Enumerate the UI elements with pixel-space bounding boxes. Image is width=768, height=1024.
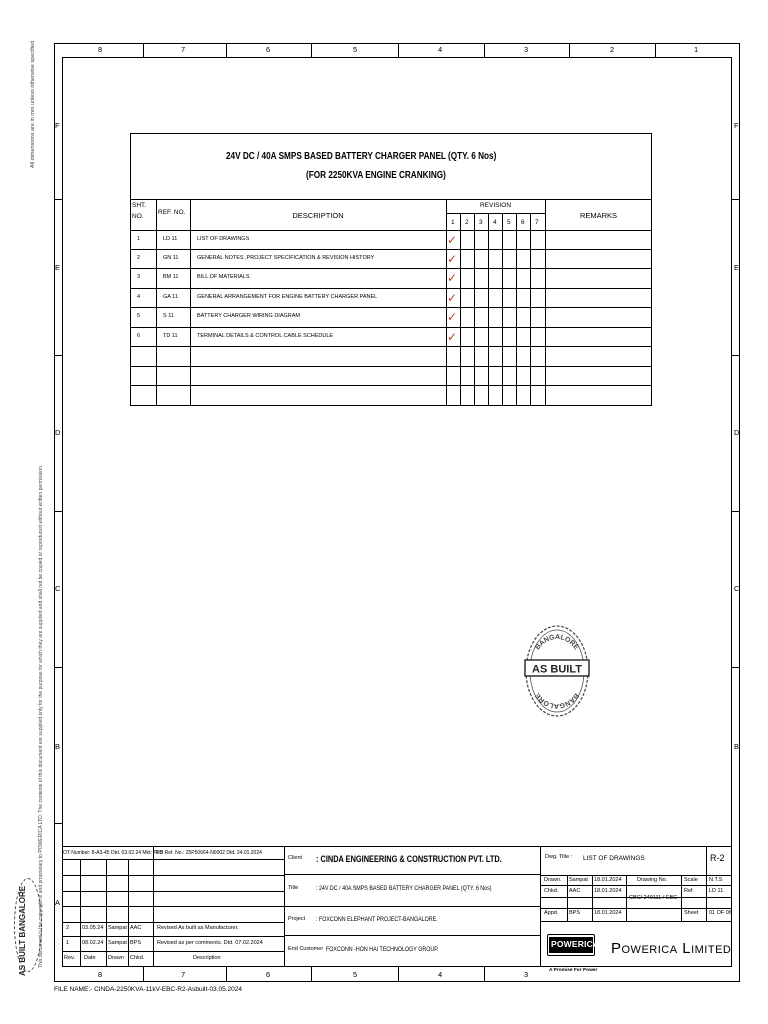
side-note-dimensions: All dimensions are in mm unless otherwise specified: [30, 40, 36, 168]
revision-tick-icon: ✓: [447, 310, 458, 324]
row-label: D: [734, 428, 740, 437]
table-rule: [130, 230, 652, 231]
revision-number: 4: [493, 219, 497, 226]
po-reference: PO Ref. No.: 25P50664-N0002 Dtd. 24.01.2024: [156, 850, 262, 856]
side-stamp: AS BUILT BANGALORE: [18, 885, 27, 976]
row-ref-no: BM 11: [163, 274, 179, 280]
zone-divider: [732, 199, 740, 200]
table-rule: [516, 213, 517, 406]
column-label: 8: [98, 45, 103, 54]
table-rule: [156, 199, 157, 406]
row-label: C: [55, 584, 61, 593]
row-sht-no: 2: [137, 255, 141, 261]
sheet-value: 01 OF 06: [709, 910, 732, 916]
sheet-label: Sheet: [684, 910, 699, 916]
row-label: B: [55, 742, 61, 751]
title-block-rule: [540, 885, 732, 886]
svg-text:BANGALORE: [534, 634, 580, 652]
title-block-rule: [540, 908, 732, 909]
table-rule: [130, 385, 652, 386]
header-sht: SHT.: [132, 202, 147, 209]
table-rule: [130, 249, 652, 250]
revision-number: 6: [521, 219, 525, 226]
table-rule: [130, 199, 652, 200]
title-block-rule: [626, 875, 627, 921]
revision-tick-icon: ✓: [447, 252, 458, 266]
side-note-copyright: This document is the copyright of and proprietary to POWERICA LTD. The contents of this document are supplied only for the purpose for which they are supplied and shall not be copied or reproduced without written permission.: [38, 464, 44, 968]
rev-description: Revised as per comments. Dtd. 07.02.2024: [157, 940, 263, 946]
chkd-by: AAC: [569, 888, 581, 894]
title-block-rule: [62, 922, 284, 923]
row-sht-no: 6: [137, 333, 141, 339]
rev-header-rev: Rev.: [64, 955, 75, 961]
zone-divider: [655, 43, 656, 57]
tagline: A Promise For Power: [549, 968, 598, 973]
table-rule: [530, 213, 531, 406]
svg-text:BANGALORE: [534, 691, 580, 709]
scale-label: Scale: [684, 877, 698, 883]
rev-chkd: AAC: [130, 925, 142, 931]
row-label: E: [55, 263, 61, 272]
table-rule: [130, 307, 652, 308]
row-description: LIST OF DRAWINGS: [197, 236, 250, 242]
row-ref-no: S 11: [163, 313, 174, 319]
row-description: BILL OF MATERIALS: [197, 274, 250, 280]
title-block-rule: [592, 875, 593, 921]
rev-number: 1: [66, 940, 70, 946]
header-remarks: REMARKS: [579, 211, 618, 220]
revision-number: 2: [465, 219, 469, 226]
zone-divider: [54, 823, 62, 824]
zone-divider: [569, 43, 570, 57]
end-customer-name: FOXCONN -HON HAI TECHNOLOGY GROUP.: [326, 946, 439, 953]
table-rule: [545, 199, 546, 406]
stamp-ring-bottom: BANGALORE: [534, 691, 580, 710]
row-ref-no: LD 11: [163, 236, 178, 242]
revision-tick-icon: ✓: [447, 233, 458, 247]
zone-divider: [311, 43, 312, 57]
row-description: TERMINAL DETAILS & CONTROL CABLE SCHEDULE: [197, 333, 334, 339]
client-label: Client: [288, 855, 303, 861]
row-label: E: [734, 263, 740, 272]
zone-divider: [311, 967, 312, 982]
row-sht-no: 3: [137, 274, 141, 280]
rev-header-date: Date: [84, 955, 96, 961]
revision-tick-icon: ✓: [447, 291, 458, 305]
zone-divider: [54, 667, 62, 668]
column-label: 4: [438, 970, 443, 979]
dwg-title-label: Dwg. Title :: [545, 854, 573, 860]
rev-drawn: Sampat: [108, 940, 127, 946]
row-sht-no: 4: [137, 294, 141, 300]
row-description: GENERAL ARRANGEMENT FOR ENGINE BATTERY CHARGER PANEL: [197, 294, 378, 300]
row-sht-no: 1: [137, 236, 141, 242]
title-block-rule: [284, 874, 540, 875]
column-label: 7: [181, 45, 186, 54]
title-block-rule: [62, 859, 284, 860]
zone-divider: [398, 43, 399, 57]
table-rule: [130, 268, 652, 269]
column-label: 1: [694, 45, 699, 54]
rev-chkd: BPS: [130, 940, 142, 946]
table-rule: [502, 213, 503, 406]
row-label: D: [55, 428, 61, 437]
rev-header-drawn: Drawn: [108, 955, 124, 961]
revision-tick-icon: ✓: [447, 330, 458, 344]
column-label: 7: [181, 970, 186, 979]
revision-number: 7: [535, 219, 539, 226]
side-stamp-ring: [14, 878, 42, 972]
header-description: DESCRIPTION: [292, 211, 344, 220]
rev-date: 03.05.24: [82, 925, 104, 931]
title-block-rule: [62, 875, 284, 876]
table-rule: [130, 327, 652, 328]
title-block-rule: [540, 846, 541, 967]
dwg-title: LIST OF DRAWINGS: [583, 855, 645, 862]
as-built-stamp: [524, 614, 590, 724]
stamp-text: AS BUILT: [532, 663, 582, 676]
column-label: 5: [353, 970, 358, 979]
rev-date: 08.02.24: [82, 940, 104, 946]
header-sht-no: NO.: [132, 213, 144, 220]
title-block-rule: [62, 906, 284, 907]
drawn-label: Drawn.: [544, 877, 562, 883]
zone-divider: [143, 967, 144, 982]
table-rule: [130, 288, 652, 289]
client-name: : CINDA ENGINEERING & CONSTRUCTION PVT. LTD.: [316, 854, 502, 864]
table-rule: [488, 213, 489, 406]
appd-label: Appd.: [544, 910, 559, 916]
zone-divider: [732, 355, 740, 356]
row-description: BATTERY CHARGER WIRING DIAGRAM: [197, 313, 300, 319]
zone-divider: [398, 967, 399, 982]
row-sht-no: 5: [137, 313, 141, 319]
rev-description: Revised As built as Manufacturer.: [157, 925, 239, 931]
revision-number: 1: [451, 219, 455, 226]
rev-number: 2: [66, 925, 70, 931]
row-ref-no: GA 11: [163, 294, 178, 300]
header-ref-no: REF. NO.: [158, 209, 186, 216]
column-label: 5: [353, 45, 358, 54]
title-block-rule: [106, 859, 107, 967]
title-block-rule: [284, 935, 540, 936]
end-customer-label: End Customer: [288, 946, 324, 952]
zone-divider: [143, 43, 144, 57]
column-label: 6: [266, 970, 271, 979]
zone-divider: [54, 199, 62, 200]
drawing-number: CBC/ 240111 / EBC: [629, 895, 678, 901]
drawing-title: : 24V DC / 40A SMPS BASED BATTERY CHARGER PANEL (QTY. 6 Nos): [316, 885, 492, 892]
project-name: : FOXCONN ELEPHANT PROJECT-BANGALORE.: [316, 916, 438, 923]
title-block-rule: [62, 936, 284, 937]
powerica-logo: [547, 934, 600, 962]
row-description: GENERAL NOTES ,PROJECT SPECIFICATION & REVISION HISTORY: [197, 255, 375, 261]
revision-number: 5: [507, 219, 511, 226]
title-block-rule: [62, 951, 284, 952]
title-label: Title: [288, 885, 299, 891]
title-block-rule: [540, 921, 732, 922]
zone-divider: [732, 511, 740, 512]
rev-drawn: Sampat: [108, 925, 127, 931]
title-block-rule: [62, 891, 284, 892]
chkd-date: 18.01.2024: [594, 888, 622, 894]
column-label: 3: [524, 45, 529, 54]
scale-value: N.T.S: [709, 877, 723, 883]
zone-divider: [226, 967, 227, 982]
title-block-rule: [540, 875, 732, 876]
title-block-rule: [128, 859, 129, 967]
zone-divider: [484, 43, 485, 57]
column-label: 2: [610, 45, 615, 54]
table-rule: [474, 213, 475, 406]
zone-divider: [732, 667, 740, 668]
row-label: B: [734, 742, 740, 751]
column-label: 8: [98, 970, 103, 979]
index-title-line2: (FOR 2250KVA ENGINE CRANKING): [305, 170, 446, 181]
zone-divider: [484, 967, 485, 982]
appd-date: 18.01.2024: [594, 910, 622, 916]
column-label: 4: [438, 45, 443, 54]
zone-divider: [54, 355, 62, 356]
chkd-label: Chkd.: [544, 888, 559, 894]
rev-header-chkd: Chkd.: [130, 955, 145, 961]
table-rule: [460, 213, 461, 406]
row-label: A: [55, 898, 61, 907]
company-name: Powerica Limited: [611, 940, 732, 957]
logo-text: POWERICA: [551, 938, 600, 949]
title-block-rule: [284, 906, 540, 907]
drawn-date: 18.01.2024: [594, 877, 622, 883]
title-block-rule: [681, 875, 682, 921]
table-rule: [130, 366, 652, 367]
rev-header-description: Description: [193, 955, 221, 961]
row-label: F: [55, 121, 60, 130]
title-block-rule: [567, 875, 568, 921]
row-label: F: [734, 121, 739, 130]
row-ref-no: TD 11: [163, 333, 178, 339]
file-name: FILE NAME:- CINDA-2250KVA-11kV-EBC-R2-Asbuilt-03.05.2024: [54, 986, 242, 993]
table-rule: [190, 199, 191, 406]
appd-by: BPS: [569, 910, 581, 916]
row-ref-no: GN 11: [163, 255, 179, 261]
column-label: 3: [524, 970, 529, 979]
title-block-top-rule: [62, 846, 732, 847]
revision-code: R-2: [710, 853, 725, 863]
table-rule: [130, 346, 652, 347]
zone-divider: [54, 511, 62, 512]
zone-divider: [226, 43, 227, 57]
title-block-rule: [80, 859, 81, 967]
ot-number: OT Number: 8-A3-45 Dtd. 03.02.24 Mkt: PLB: [63, 850, 163, 856]
row-label: C: [734, 584, 740, 593]
index-title-line1: 24V DC / 40A SMPS BASED BATTERY CHARGER PANEL (QTY. 6 Nos): [226, 151, 497, 162]
drawing-no-label: Drawing No.: [637, 877, 668, 883]
ref-label: Ref.: [684, 888, 695, 894]
ref-value: LD 11: [709, 888, 724, 894]
project-label: Project: [288, 916, 306, 922]
revision-number: 3: [479, 219, 483, 226]
drawn-by: Sampat: [569, 877, 588, 883]
column-label: 6: [266, 45, 271, 54]
header-revision: REVISION: [479, 202, 512, 209]
revision-tick-icon: ✓: [447, 271, 458, 285]
stamp-ring-top: BANGALORE: [534, 633, 580, 652]
title-block-rule: [706, 846, 707, 921]
